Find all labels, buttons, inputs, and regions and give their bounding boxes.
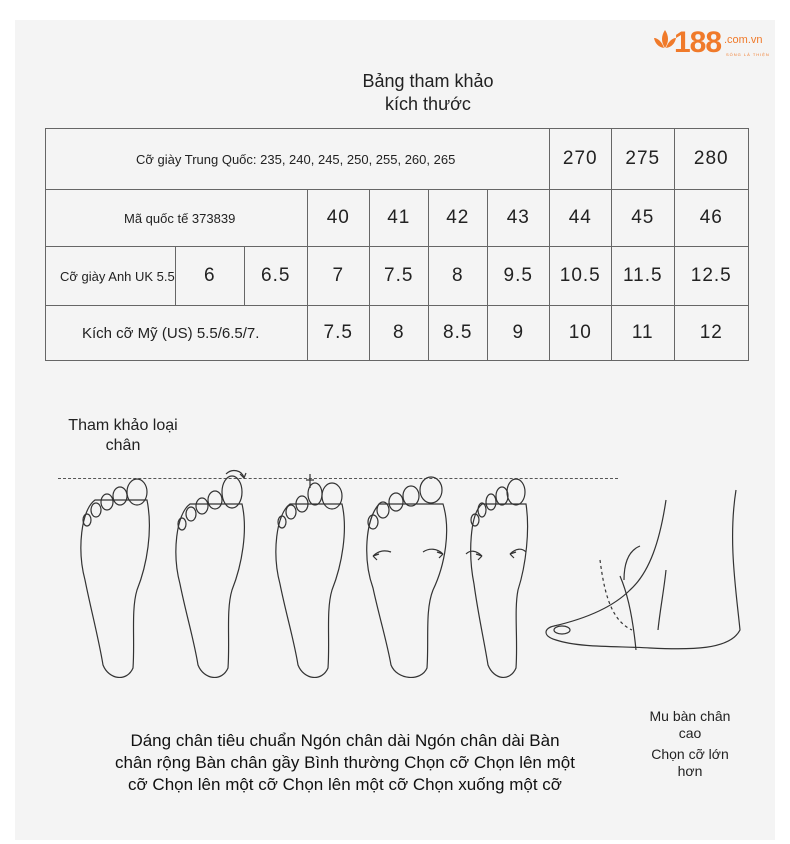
long-toe-foot-icon — [176, 471, 246, 678]
brand-number: 188 — [674, 26, 722, 59]
long-second-toe-foot-icon — [276, 474, 344, 677]
instep-line2: cao — [678, 725, 702, 741]
table-row-international — [46, 190, 749, 247]
table-cell: 275 — [611, 129, 674, 190]
table-cell: 6.5 — [244, 247, 307, 306]
foot-types-caption — [90, 730, 600, 796]
table-cell: 12 — [674, 306, 748, 361]
narrow-foot-icon — [466, 479, 528, 677]
table-cell: 12.5 — [674, 247, 748, 306]
table-cell: 11.5 — [611, 247, 674, 306]
table-cell: 40 — [307, 190, 369, 247]
table-cell: 6 — [175, 247, 244, 306]
table-row-china — [46, 129, 749, 190]
table-cell: 9 — [487, 306, 549, 361]
table-cell: 280 — [674, 129, 748, 190]
instep-advice — [640, 746, 740, 780]
table-cell: 10 — [549, 306, 611, 361]
instep-label — [640, 708, 740, 742]
table-cell: 44 — [549, 190, 611, 247]
table-cell: 7.5 — [369, 247, 428, 306]
table-cell: 45 — [611, 190, 674, 247]
foot-title-line2: chân — [105, 437, 141, 454]
row-international-label: Mã quốc tế 373839 — [46, 190, 308, 247]
table-cell: 10.5 — [549, 247, 611, 306]
table-cell: 41 — [369, 190, 428, 247]
caption-line2: chân rộng Bàn chân gầy Bình thường Chọn cỡ Chọn lên một — [115, 753, 575, 772]
standard-foot-icon — [81, 479, 149, 677]
table-cell: 7 — [307, 247, 369, 306]
table-cell: 46 — [674, 190, 748, 247]
table-cell: 8.5 — [428, 306, 487, 361]
size-table — [45, 128, 749, 361]
table-cell: 9.5 — [487, 247, 549, 306]
row-us-label: Kích cỡ Mỹ (US) 5.5/6.5/7. — [46, 306, 308, 361]
table-cell: 43 — [487, 190, 549, 247]
instep-line1: Mu bàn chân — [649, 708, 731, 724]
wide-foot-icon — [367, 477, 447, 677]
table-row-us — [46, 306, 749, 361]
brand-domain: .com.vn — [724, 34, 763, 46]
caption-line1: Dáng chân tiêu chuẩn Ngón chân dài Ngón chân dài Bàn — [130, 731, 560, 750]
caption-line3: cỡ Chọn lên một cỡ Chọn lên một cỡ Chọn xuống một cỡ — [128, 775, 562, 794]
row-china-label: Cỡ giày Trung Quốc: 235, 240, 245, 250, 255, 260, 265 — [46, 129, 550, 190]
brand-logo — [652, 22, 782, 72]
page-title — [300, 70, 556, 116]
table-cell: 270 — [549, 129, 611, 190]
table-cell: 11 — [611, 306, 674, 361]
instep-line3: Chọn cỡ lớn — [651, 746, 729, 762]
instep-line4: hơn — [677, 763, 703, 779]
brand-tagline: SỐNG LÀ THIỆN — [726, 52, 770, 57]
title-line2: kích thước — [385, 94, 471, 114]
table-row-uk — [46, 247, 749, 306]
table-cell: 8 — [369, 306, 428, 361]
high-instep-foot-icon — [540, 480, 750, 680]
foot-types-illustration — [60, 460, 540, 680]
foot-title-line1: Tham khảo loại — [68, 417, 178, 434]
table-cell: 8 — [428, 247, 487, 306]
table-cell: 7.5 — [307, 306, 369, 361]
row-uk-label: Cỡ giày Anh UK 5.5 — [46, 247, 176, 306]
table-cell: 42 — [428, 190, 487, 247]
title-line1: Bảng tham khảo — [362, 71, 494, 91]
foot-type-title — [58, 416, 188, 456]
